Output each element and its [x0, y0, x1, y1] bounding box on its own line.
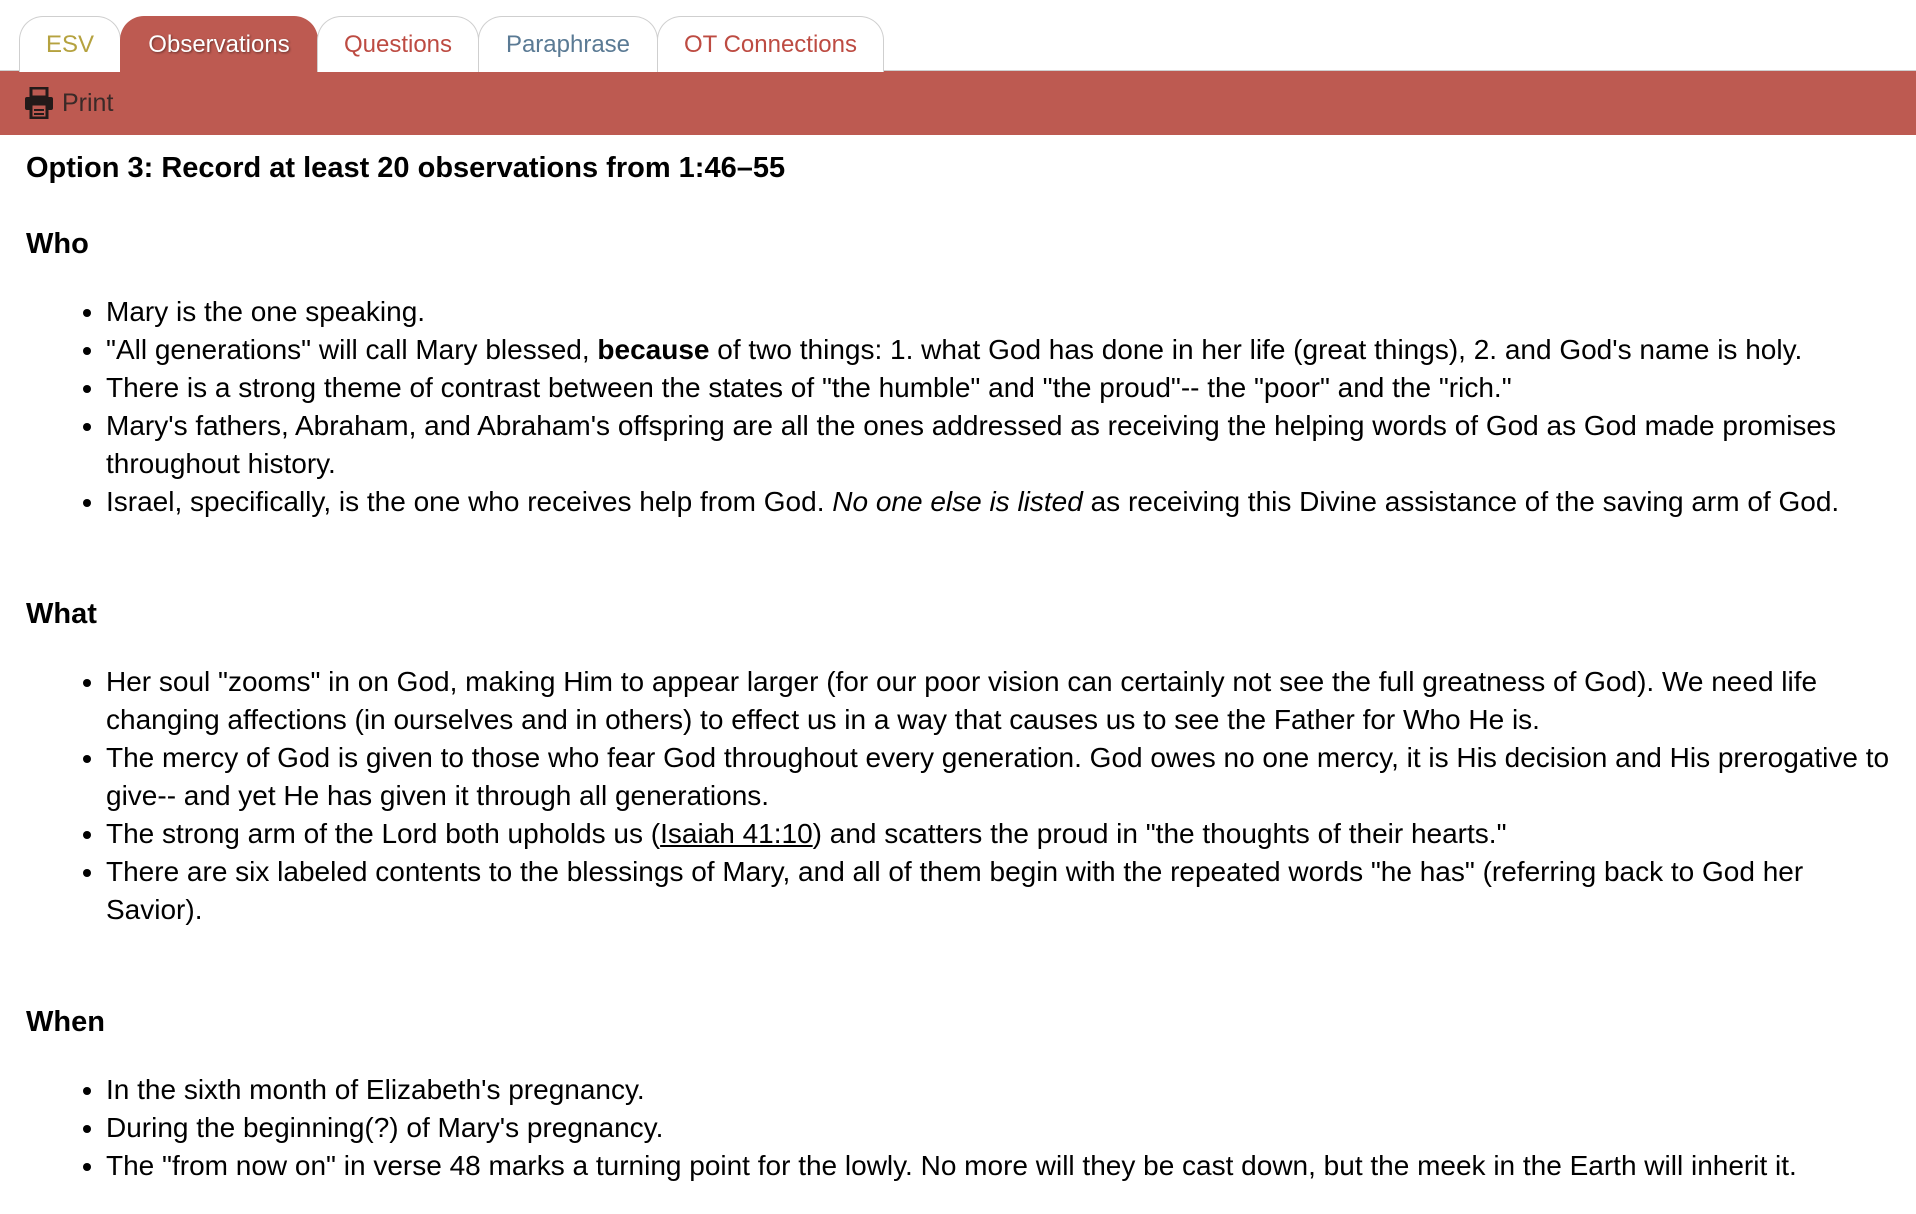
- page-title: Option 3: Record at least 20 observations from 1:46–55: [26, 152, 786, 184]
- when-list: [26, 1071, 1890, 1185]
- what-list: [26, 663, 1890, 929]
- list-item: • There is a strong theme of contrast between the states of "the humble" and "the proud"-- the "poor" and the "rich.": [106, 369, 1890, 407]
- list-item: • In the sixth month of Elizabeth's pregnancy.: [106, 1071, 1890, 1109]
- printer-icon: [24, 87, 54, 119]
- list-item: • Her soul "zooms" in on God, making Him to appear larger (for our poor vision can certainly not see the full greatness of God). We need life changing affections (in ourselves and in others) to effect us in a way that causes us to see the Father for Who He is.: [106, 663, 1890, 739]
- section-who: [26, 225, 1890, 521]
- list-item: • The mercy of God is given to those who fear God throughout every generation. God owes no one mercy, it is His decision and His prerogative to give-- and yet He has given it through all generations.: [106, 739, 1890, 815]
- toolbar: [0, 71, 1916, 135]
- section-what: [26, 595, 1890, 929]
- print-button[interactable]: [24, 87, 113, 119]
- list-item: • During the beginning(?) of Mary's pregnancy.: [106, 1109, 1890, 1147]
- list-item: • Israel, specifically, is the one who receives help from God. No one else is listed as receiving this Divine assistance of the saving arm of God.: [106, 483, 1890, 521]
- observations-content: [0, 135, 1916, 1185]
- list-item: • The strong arm of the Lord both upholds us (Isaiah 41:10) and scatters the proud in "the thoughts of their hearts.": [106, 815, 1890, 853]
- isaiah-link[interactable]: Isaiah 41:10: [660, 818, 813, 849]
- who-list: [26, 293, 1890, 521]
- list-item: • There are six labeled contents to the blessings of Mary, and all of them begin with the repeated words "he has" (referring back to God her Savior).: [106, 853, 1890, 929]
- list-item: • Mary is the one speaking.: [106, 293, 1890, 331]
- tab-bar: [0, 0, 1916, 71]
- section-when: [26, 1003, 1890, 1185]
- list-item: • Mary's fathers, Abraham, and Abraham's offspring are all the ones addressed as receiving the helping words of God as God made promises throughout history.: [106, 407, 1890, 483]
- list-item: • "All generations" will call Mary blessed, because of two things: 1. what God has done in her life (great things), 2. and God's name is holy.: [106, 331, 1890, 369]
- section-title-when: When: [26, 1006, 105, 1038]
- list-item: • The "from now on" in verse 48 marks a turning point for the lowly. No more will they be cast down, but the meek in the Earth will inherit it.: [106, 1147, 1890, 1185]
- tab-paraphrase[interactable]: Paraphrase: [478, 16, 658, 72]
- tab-questions[interactable]: Questions: [317, 16, 479, 72]
- section-title-what: What: [26, 598, 97, 630]
- tab-observations[interactable]: Observations: [120, 16, 318, 72]
- section-title-who: Who: [26, 228, 89, 260]
- tab-ot-connections[interactable]: OT Connections: [657, 16, 884, 72]
- print-label: Print: [62, 88, 114, 117]
- tab-esv[interactable]: ESV: [19, 16, 121, 72]
